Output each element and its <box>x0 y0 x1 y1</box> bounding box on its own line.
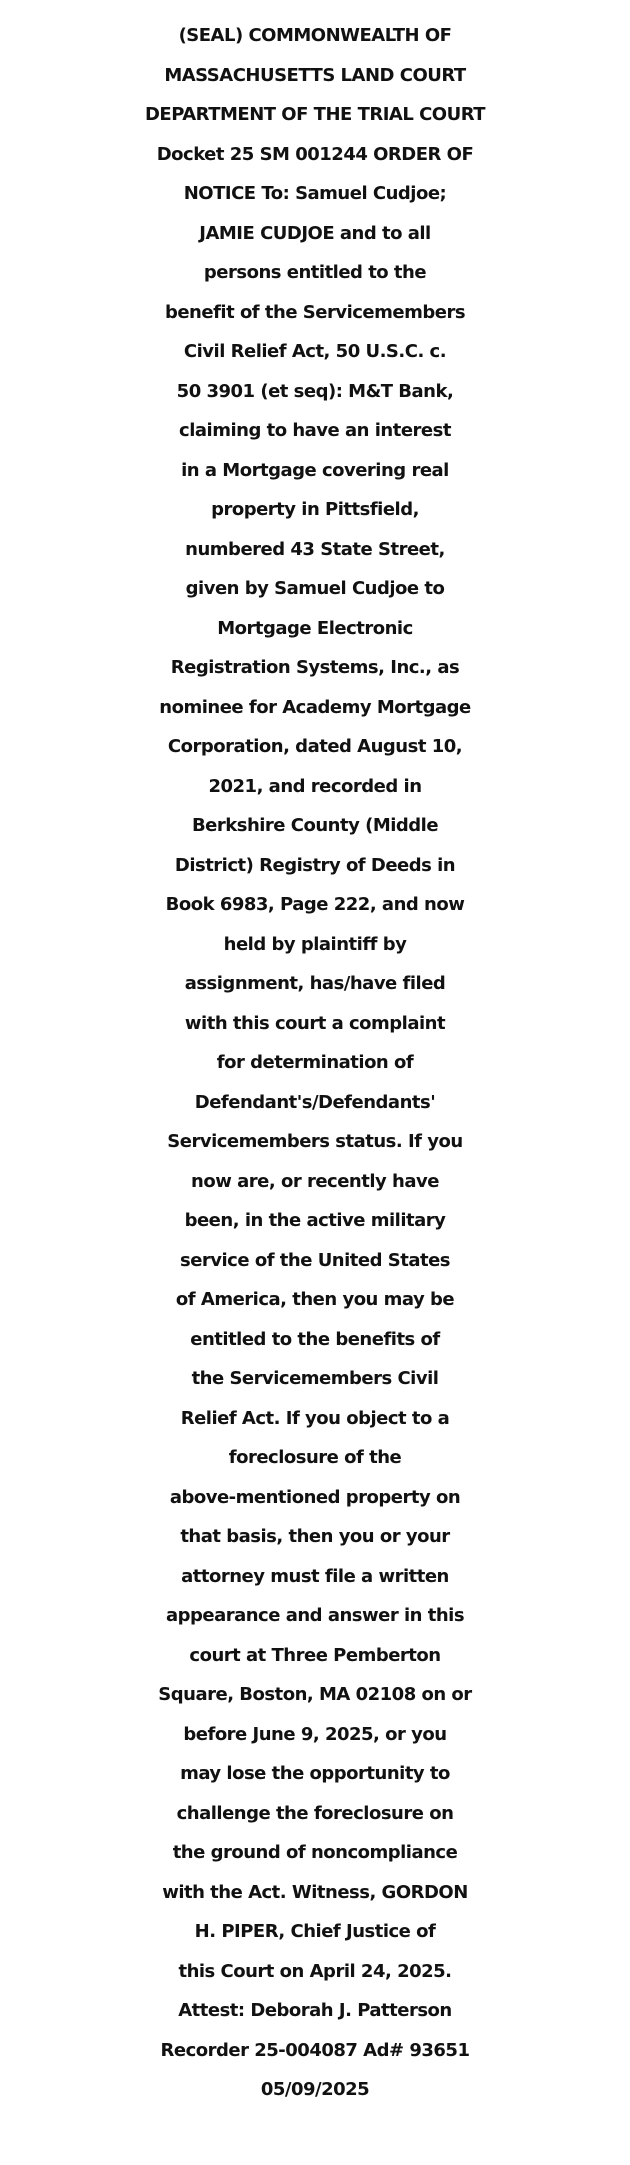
notice-line: that basis, then you or your <box>180 1526 450 1547</box>
notice-line: JAMIE CUDJOE and to all <box>199 222 431 244</box>
notice-line: of America, then you may be <box>175 1289 455 1310</box>
notice-line: above-mentioned property on <box>169 1486 461 1508</box>
notice-line: now are, or recently have <box>191 1170 439 1192</box>
notice-line: claiming to have an interest <box>179 420 451 441</box>
notice-line: District) Registry of Deeds in <box>174 854 456 876</box>
notice-line: Corporation, dated August 10, <box>167 736 463 757</box>
notice-line: Mortgage Electronic <box>217 617 413 639</box>
notice-line: before June 9, 2025, or you <box>183 1723 447 1745</box>
notice-line: DEPARTMENT OF THE TRIAL COURT <box>144 104 486 125</box>
notice-line: Book 6983, Page 222, and now <box>165 894 465 915</box>
notice-line: persons entitled to the <box>203 262 427 283</box>
notice-line: entitled to the benefits of <box>190 1328 440 1350</box>
notice-line: held by plaintiff by <box>223 933 407 955</box>
notice-line: MASSACHUSETTS LAND COURT <box>164 64 466 86</box>
notice-line: Berkshire County (Middle <box>191 815 439 836</box>
notice-line: foreclosure of the <box>228 1447 402 1468</box>
notice-line: Civil Relief Act, 50 U.S.C. c. <box>183 341 447 362</box>
notice-line: property in Pittsfield, <box>211 499 419 520</box>
notice-line: appearance and answer in this <box>165 1605 465 1626</box>
notice-line: in a Mortgage covering real <box>181 459 449 481</box>
notice-line: benefit of the Servicemembers <box>164 301 466 323</box>
notice-line: Defendant's/Defendants' <box>194 1091 436 1113</box>
notice-line: service of the United States <box>179 1249 450 1271</box>
notice-line: nominee for Academy Mortgage <box>159 696 471 718</box>
notice-line: Square, Boston, MA 02108 on or <box>158 1684 472 1705</box>
notice-line: with the Act. Witness, GORDON <box>162 1881 468 1903</box>
notice-line: the ground of noncompliance <box>172 1842 458 1863</box>
notice-line: attorney must file a written <box>181 1565 449 1587</box>
notice-date: 05/09/2025 <box>260 2079 370 2100</box>
notice-line: Registration Systems, Inc., as <box>170 657 460 678</box>
notice-line: been, in the active military <box>184 1210 446 1231</box>
notice-line: assignment, has/have filed <box>184 973 446 994</box>
notice-line: H. PIPER, Chief Justice of <box>194 1921 436 1942</box>
notice-line: (SEAL) COMMONWEALTH OF <box>178 25 452 46</box>
notice-line: Docket 25 SM 001244 ORDER OF <box>156 143 474 165</box>
notice-line: 50 3901 (et seq): M&T Bank, <box>176 380 454 402</box>
notice-line: court at Three Pemberton <box>189 1644 441 1666</box>
notice-line: NOTICE To: Samuel Cudjoe; <box>183 183 447 204</box>
notice-line: challenge the foreclosure on <box>176 1802 454 1824</box>
notice-line: with this court a complaint <box>184 1012 446 1034</box>
notice-line: given by Samuel Cudjoe to <box>185 578 445 599</box>
notice-line: Attest: Deborah J. Patterson <box>178 2000 452 2021</box>
notice-line: Recorder 25-004087 Ad# 93651 <box>160 2039 470 2061</box>
notice-line: the Servicemembers Civil <box>191 1368 439 1389</box>
notice-line: for determination of <box>216 1052 414 1073</box>
legal-notice-body <box>0 16 630 2110</box>
notice-line: Relief Act. If you object to a <box>180 1407 450 1429</box>
notice-line: Servicemembers status. If you <box>167 1131 463 1152</box>
notice-line: 2021, and recorded in <box>208 775 422 797</box>
notice-line: may lose the opportunity to <box>180 1763 450 1784</box>
notice-line: this Court on April 24, 2025. <box>178 1960 452 1982</box>
notice-line: numbered 43 State Street, <box>185 538 445 560</box>
